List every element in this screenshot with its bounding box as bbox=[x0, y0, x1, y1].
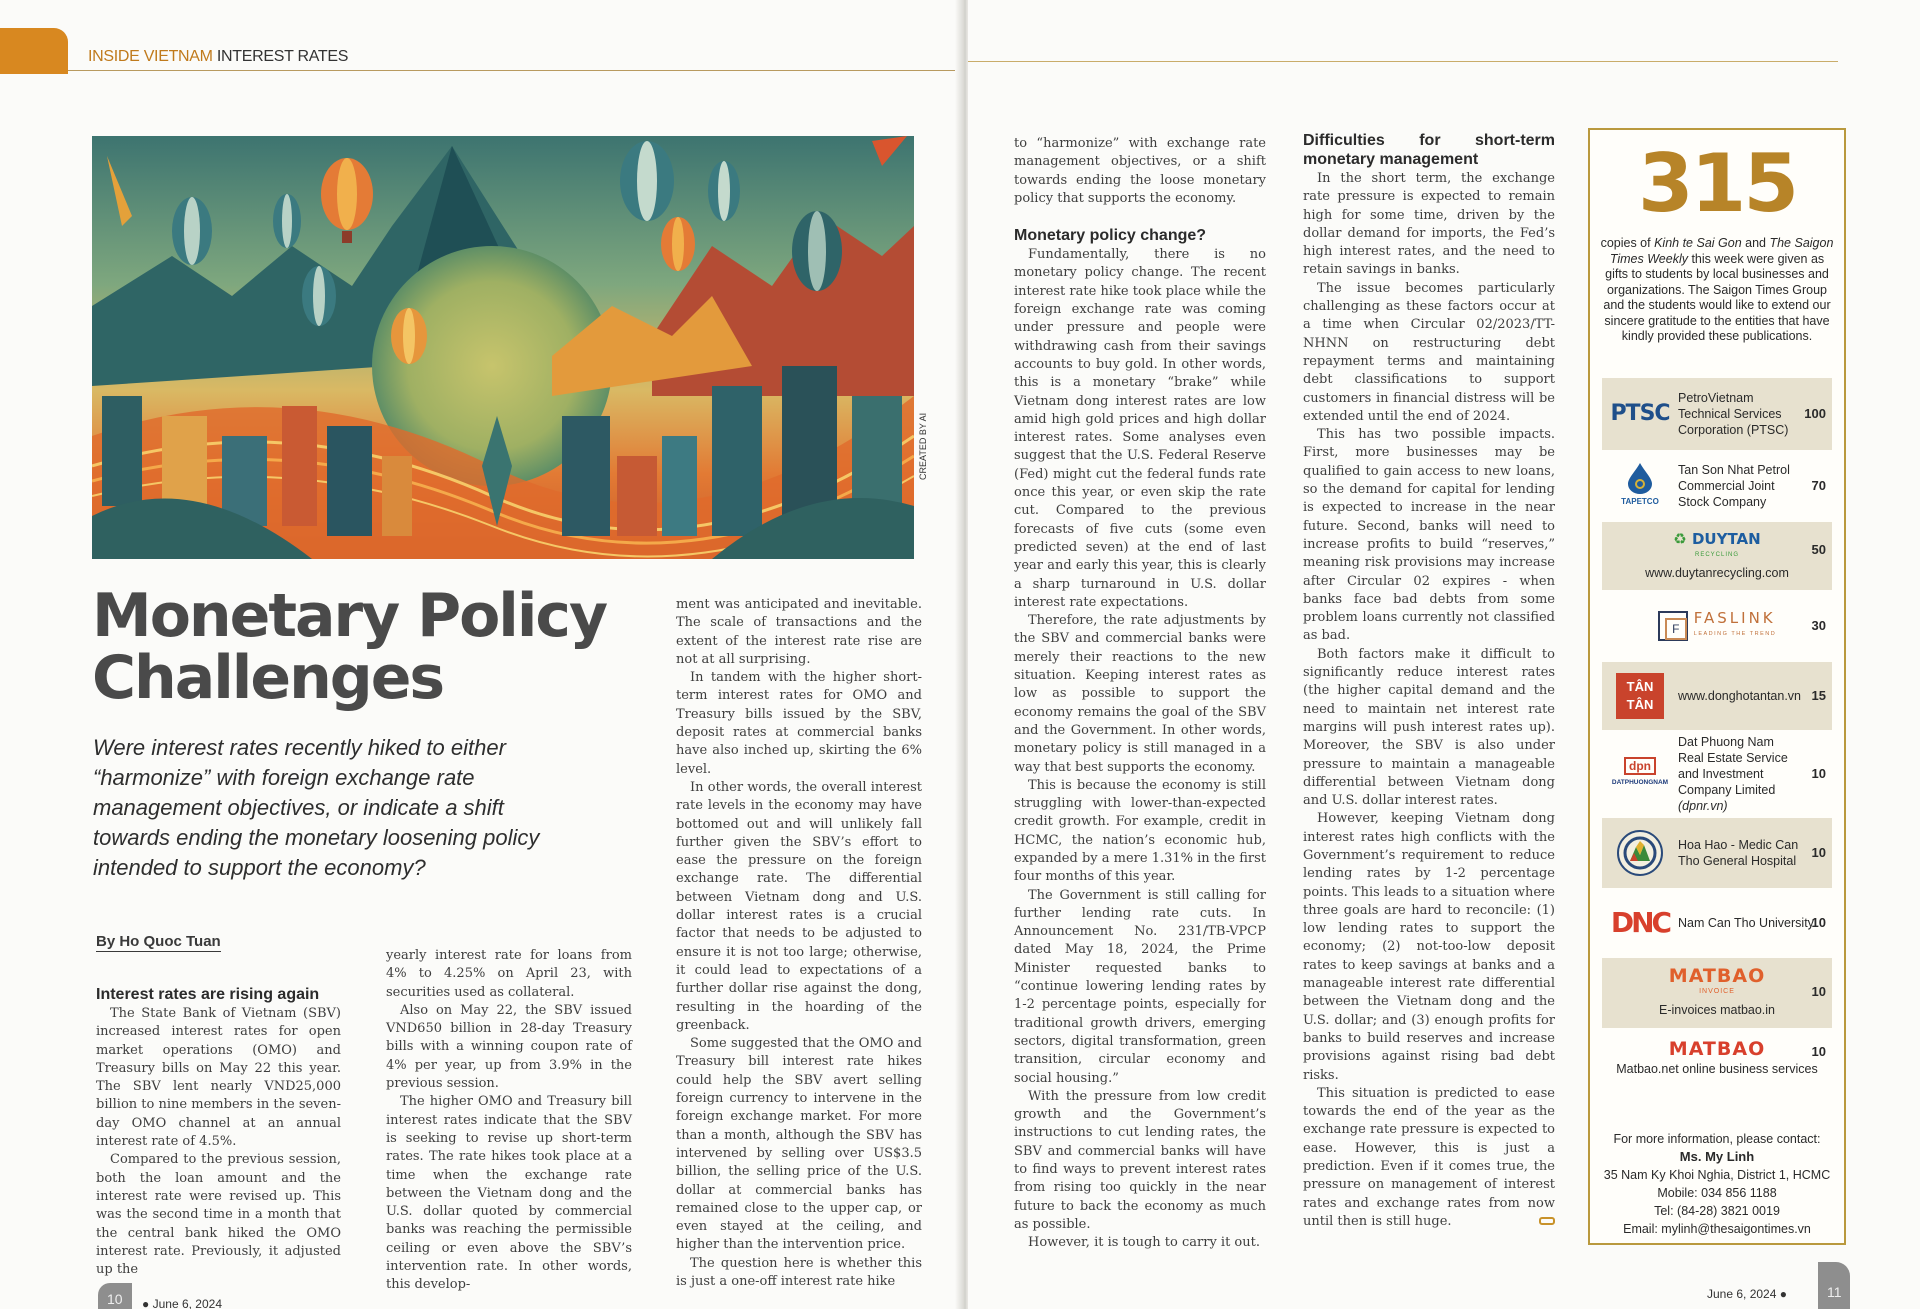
donor-item bbox=[1602, 522, 1832, 590]
blurb-text: copies of bbox=[1600, 236, 1655, 250]
donor-name: Matbao.net online business services bbox=[1616, 1062, 1818, 1076]
paragraph: The Government is still calling for further lending rate cuts. In Announcement No. 231/TB-VPCP dated May 18, 2024, the Prime Minister requested banks to “continue lowering lending rates by 1-2 percentage points, especially for traditional growth drivers, emerging sectors, digital transformation, green transition, circular economy and social housing.” bbox=[1014, 887, 1266, 1086]
logo-text: DNC bbox=[1610, 906, 1670, 939]
donor-item bbox=[1602, 450, 1832, 522]
title-line-2: Challenges bbox=[92, 643, 444, 713]
donor-name: www.duytanrecycling.com bbox=[1645, 566, 1789, 580]
title-line-1: Monetary Policy bbox=[92, 581, 607, 651]
matbao-invoice-logo bbox=[1668, 965, 1766, 1000]
image-credit: CREATED BY AI bbox=[918, 412, 928, 480]
donor-name: E-invoices matbao.in bbox=[1658, 1003, 1776, 1017]
logo-subtext: LEADING THE TREND bbox=[1693, 631, 1777, 637]
donor-item bbox=[1602, 730, 1832, 818]
footer-date-right: June 6, 2024 ● bbox=[1707, 1287, 1787, 1301]
donor-count: 50 bbox=[1811, 542, 1826, 557]
donor-count: 10 bbox=[1811, 915, 1826, 930]
logo-text: TAPETCO bbox=[1621, 497, 1659, 506]
faslink-logo bbox=[1658, 610, 1776, 642]
contact-mobile: Mobile: 034 856 1188 bbox=[1657, 1186, 1777, 1200]
donor-name-text: Dat Phuong Nam Real Estate Service and Investment Company Limited bbox=[1678, 735, 1788, 797]
tapetco-logo bbox=[1602, 462, 1678, 510]
paragraph: Compared to the previous session, both the loan amount and the interest rate were revised up. This was the second time in a month that the central bank hiked the OMO interest rate. Previously, it adjusted up the bbox=[96, 1152, 341, 1278]
paragraph: However, keeping Vietnam dong interest rates high conflicts with the Government’s requirement to reduce lending rates by 1-2 percentage points. This leads to a situation where three goals are hard to reconcile: (1) low lending rates to support the economy; (2) not-too-low deposit rates to keep savings at banks and a manageable interest rate differential between the Vietnam dong and the U.S. dollar; and (3) enough profits for banks to build reserves and increase provisions against rising bad debt risks. bbox=[1303, 811, 1555, 1083]
article-deck: Were interest rates recently hiked to either “harmonize” with foreign exchange rate management objectives, or indicate a shift towards ending the monetary loosening policy intended to support the economy? bbox=[93, 735, 540, 880]
donor-name: Nam Can Tho University bbox=[1678, 916, 1814, 930]
footer-date-left: ● June 6, 2024 bbox=[142, 1297, 222, 1309]
logo-text: MATBAO bbox=[1668, 965, 1766, 987]
paragraph: Therefore, the rate adjustments by the SBV and commercial banks were merely their reactions to the new situation. Keeping interest rates as low as possible to support the economy remains the goal of the SBV and the Government. In other words, monetary policy is still managed in a way that best supports the economy. bbox=[1014, 613, 1266, 775]
paragraph: In the short term, the exchange rate pressure is expected to remain high for some time, driven by the dollar demand for imports, the Fed’s high interest rates, and the need to retain savings in banks. bbox=[1303, 171, 1555, 278]
paragraph: Both factors make it difficult to significantly reduce interest rates (the higher capital demand and the need to maintain net interest rate margins will push interest rates up). Moreover, the SBV is also under pressure to maintain a manageable differential between Vietnam dong and U.S. dollar interest rates. bbox=[1303, 646, 1555, 809]
paragraph bbox=[1303, 1085, 1555, 1231]
copies-count: 315 bbox=[1638, 137, 1796, 230]
subhead-rising-again: Interest rates are rising again bbox=[96, 986, 320, 1003]
donor-item bbox=[1602, 590, 1832, 662]
dnc-logo bbox=[1602, 906, 1678, 939]
paragraph: The State Bank of Vietnam (SBV) increased interest rates for open market operations (OMO) and Treasury bills on May 22 this year. The SBV lent nearly VND25,000 billion to nine members in the seven-day OMO channel at an annual interest rate of 4.5%. bbox=[96, 1006, 341, 1150]
duytan-logo bbox=[1673, 531, 1760, 563]
donor-sidebar bbox=[1588, 128, 1846, 1245]
subhead-difficulties: Difficulties for short-term monetary management bbox=[1303, 132, 1555, 168]
header-rule bbox=[968, 61, 1838, 62]
page-number-right: 11 bbox=[1818, 1262, 1850, 1309]
ptsc-logo bbox=[1602, 401, 1678, 426]
donor-count: 70 bbox=[1811, 478, 1826, 493]
hospital-seal-icon bbox=[1616, 829, 1664, 877]
header-rule bbox=[68, 70, 962, 71]
donor-item bbox=[1602, 888, 1832, 958]
paragraph: In other words, the overall interest rate levels in the economy may have bottomed out and will unlikely fall further given the SBV’s effort to ease the pressure on the foreign exchange rate. The differential between Vietnam dong and U.S. dollar interest rates is a crucial factor that needs to be adjusted to ensure it is not too large; otherwise, it could lead to expectations of a further dollar rise against the dong, resulting in the hoarding of the greenback. bbox=[676, 779, 922, 1033]
paragraph: The higher OMO and Treasury bill interest rates indicate that the SBV is seeking to revise up short-term rates. The rate hikes took place at a time when the exchange rate between the Vietnam dong and the U.S. dollar quoted by commercial banks was reaching the permissible ceiling or even above the SBV’s intervention rate. In other words, this develop- bbox=[386, 1094, 632, 1293]
paragraph: Some suggested that the OMO and Treasury bill interest rate hikes could help the SBV avert selling foreign currency to intervene in the foreign exchange market. For more than a month, although the SBV has intervened by selling over US$3.5 billion, the selling price of the U.S. dollar at commercial banks has remained close to the upper cap, or even stayed at the ceiling, and higher than the intervention price. bbox=[676, 1036, 922, 1253]
datphuongnam-logo bbox=[1602, 757, 1678, 791]
donor-item bbox=[1602, 958, 1832, 1028]
contact-email[interactable]: Email: mylinh@thesaigontimes.vn bbox=[1623, 1222, 1811, 1236]
donor-item bbox=[1602, 662, 1832, 730]
dpn-mark-icon: dpn bbox=[1624, 757, 1656, 775]
hero-illustration bbox=[92, 136, 914, 559]
paragraph: yearly interest rate for loans from 4% to 4.25% on April 23, with securities used as collateral. bbox=[386, 948, 632, 1000]
column-3 bbox=[676, 596, 922, 1291]
column-4 bbox=[1014, 135, 1266, 1253]
blurb-text: this week were given as gifts to students by local businesses and organizations. The Saigon Times Group and the students would like to extend our sincere gratitude to the entities that have kindly provided these publications. bbox=[1603, 251, 1831, 343]
hoahao-hospital-logo bbox=[1602, 829, 1678, 877]
section-prefix: INSIDE VIETNAM bbox=[88, 48, 213, 65]
article-title bbox=[92, 581, 607, 713]
contact-intro: For more information, please contact: bbox=[1613, 1132, 1821, 1146]
date-text: June 6, 2024 bbox=[152, 1297, 222, 1309]
paragraph: ment was anticipated and inevitable. The scale of transactions and the extent of the interest rate rise are not at all surprising. bbox=[676, 597, 922, 667]
column-5 bbox=[1303, 131, 1555, 1231]
paragraph: Also on May 22, the SBV issued VND650 billion in 28-day Treasury bills with a winning coupon rate of 4% per year, up from 3.9% in the previous session. bbox=[386, 1002, 632, 1092]
logo-text: TÂN TÂN bbox=[1616, 673, 1664, 719]
column-1 bbox=[96, 985, 341, 1279]
donor-count: 15 bbox=[1811, 688, 1826, 703]
paragraph: In tandem with the higher short-term interest rates for OMO and Treasury bills issued by the SBV, deposit rates at commercial banks have also inched up, skirting the 6% level. bbox=[676, 670, 922, 777]
date-text: June 6, 2024 bbox=[1707, 1287, 1777, 1301]
donor-item bbox=[1602, 378, 1832, 450]
paragraph: This has two possible impacts. First, more businesses may be qualified to gain access to new loans, so the demand for capital for lending is expected to increase in the near future. Second, banks will need to increase profits to build “reserves,” meaning risk provisions may increase after Circular 02 expires - when banks face bad debts from some problem loans currently not classified as bad. bbox=[1303, 427, 1555, 644]
donor-item bbox=[1602, 818, 1832, 888]
donor-name: Tan Son Nhat Petrol Commercial Joint Stock Company bbox=[1678, 463, 1790, 509]
end-of-article-icon bbox=[1539, 1217, 1555, 1225]
section-name: INTEREST RATES bbox=[216, 48, 349, 65]
contact-name: Ms. My Linh bbox=[1679, 1149, 1755, 1164]
paragraph: With the pressure from low credit growth and the Government’s instructions to cut lending rates, the SBV and commercial banks will have to find ways to prevent interest rates from rising too quickly in the near future to back the economy as much as possible. bbox=[1014, 1088, 1266, 1232]
logo-text: MATBAO bbox=[1668, 1038, 1766, 1060]
paragraph: to “harmonize” with exchange rate management objectives, or a shift towards ending the loose monetary policy that supports the economy. bbox=[1014, 136, 1266, 206]
paragraph: Fundamentally, there is no monetary policy change. The recent interest rate hike took place while the foreign exchange rate was coming under pressure and people were withdrawing cash from their savings accounts to buy gold. In other words, this is a monetary “brake” while Vietnam dong interest rates are low amid high gold prices and high dollar interest rates. Some analyses even suggest that the U.S. Federal Reserve (Fed) might cut the federal funds rate once this year, or even skip the rate cut. Compared to the previous forecasts of five cuts (some even predicted seven) at the end of last year and early this year, this is clearly a sharp turnaround in U.S. dollar interest rate expectations. bbox=[1014, 247, 1266, 610]
paragraph: The issue becomes particularly challenging as these factors occur at a time when Circular 02/2023/TT-NHNN on restructuring debt repayment terms and maintaining debt classifications to support customers in financial distress will be extended until the end of 2024. bbox=[1303, 280, 1555, 424]
page-number-left: 10 bbox=[98, 1283, 132, 1309]
logo-text: FASLINK bbox=[1693, 609, 1776, 627]
donor-count: 100 bbox=[1804, 406, 1826, 421]
donor-list bbox=[1602, 378, 1832, 1090]
column-2 bbox=[386, 947, 632, 1295]
logo-subtext: INVOICE bbox=[1699, 988, 1735, 995]
byline: By Ho Quoc Tuan bbox=[96, 933, 221, 950]
paragraph: The question here is whether this is just a one-off interest rate hike bbox=[676, 1255, 922, 1289]
paragraph-text: This situation is predicted to ease towards the end of the year as the exchange rate pressure is expected to ease. However, this is just a prediction. Even if it comes true, the pressure on management of interest rates and exchange rates from now until then is still huge. bbox=[1303, 1085, 1555, 1229]
logo-wordmark bbox=[1673, 531, 1760, 547]
donor-item bbox=[1602, 1028, 1832, 1090]
paragraph: This is because the economy is still struggling with lower-than-expected credit growth. For example, credit in HCMC, the nation’s economic hub, expanded by a mere 1.31% in the first four months of this year. bbox=[1014, 777, 1266, 885]
donor-blurb bbox=[1600, 236, 1834, 345]
section-tab-marker bbox=[0, 28, 68, 74]
blurb-text: and bbox=[1741, 236, 1770, 250]
donor-count: 10 bbox=[1811, 1044, 1826, 1059]
logo-text: DUYTAN bbox=[1691, 530, 1761, 548]
donor-count: 30 bbox=[1811, 618, 1826, 633]
donor-name bbox=[1678, 734, 1832, 814]
donor-name: www.donghotantan.vn bbox=[1678, 689, 1802, 703]
contact-address: 35 Nam Ky Khoi Nghia, District 1, HCMC bbox=[1603, 1168, 1831, 1182]
tantan-logo bbox=[1602, 673, 1678, 719]
logo-subtext: RECYCLING bbox=[1694, 552, 1739, 558]
donor-name: Hoa Hao - Medic Can Tho General Hospital bbox=[1678, 838, 1799, 868]
contact-tel: Tel: (84-28) 3821 0019 bbox=[1654, 1204, 1780, 1218]
logo-text: PTSC bbox=[1610, 401, 1670, 426]
donor-website: (dpnr.vn) bbox=[1678, 799, 1728, 813]
publication-name: Kinh te Sai Gon bbox=[1654, 236, 1742, 250]
recycle-icon: ♻ bbox=[1673, 530, 1687, 548]
logo-text: DATPHUONGNAM bbox=[1611, 779, 1669, 786]
paragraph: However, it is tough to carry it out. bbox=[1028, 1235, 1260, 1251]
publication-name: The Saigon Times Weekly bbox=[1609, 236, 1834, 266]
faslink-f-icon: F bbox=[1658, 611, 1688, 641]
donor-count: 10 bbox=[1811, 984, 1826, 999]
section-label bbox=[88, 48, 348, 66]
donor-name: PetroVietnam Technical Services Corporation (PTSC) bbox=[1678, 391, 1789, 437]
water-drop-icon bbox=[1627, 462, 1653, 494]
donor-count: 10 bbox=[1811, 845, 1826, 860]
balloon-city-illustration bbox=[92, 136, 914, 559]
donor-count: 10 bbox=[1811, 766, 1826, 781]
matbao-logo bbox=[1668, 1038, 1766, 1060]
subhead-policy-change: Monetary policy change? bbox=[1014, 227, 1207, 245]
contact-info bbox=[1594, 1130, 1840, 1238]
